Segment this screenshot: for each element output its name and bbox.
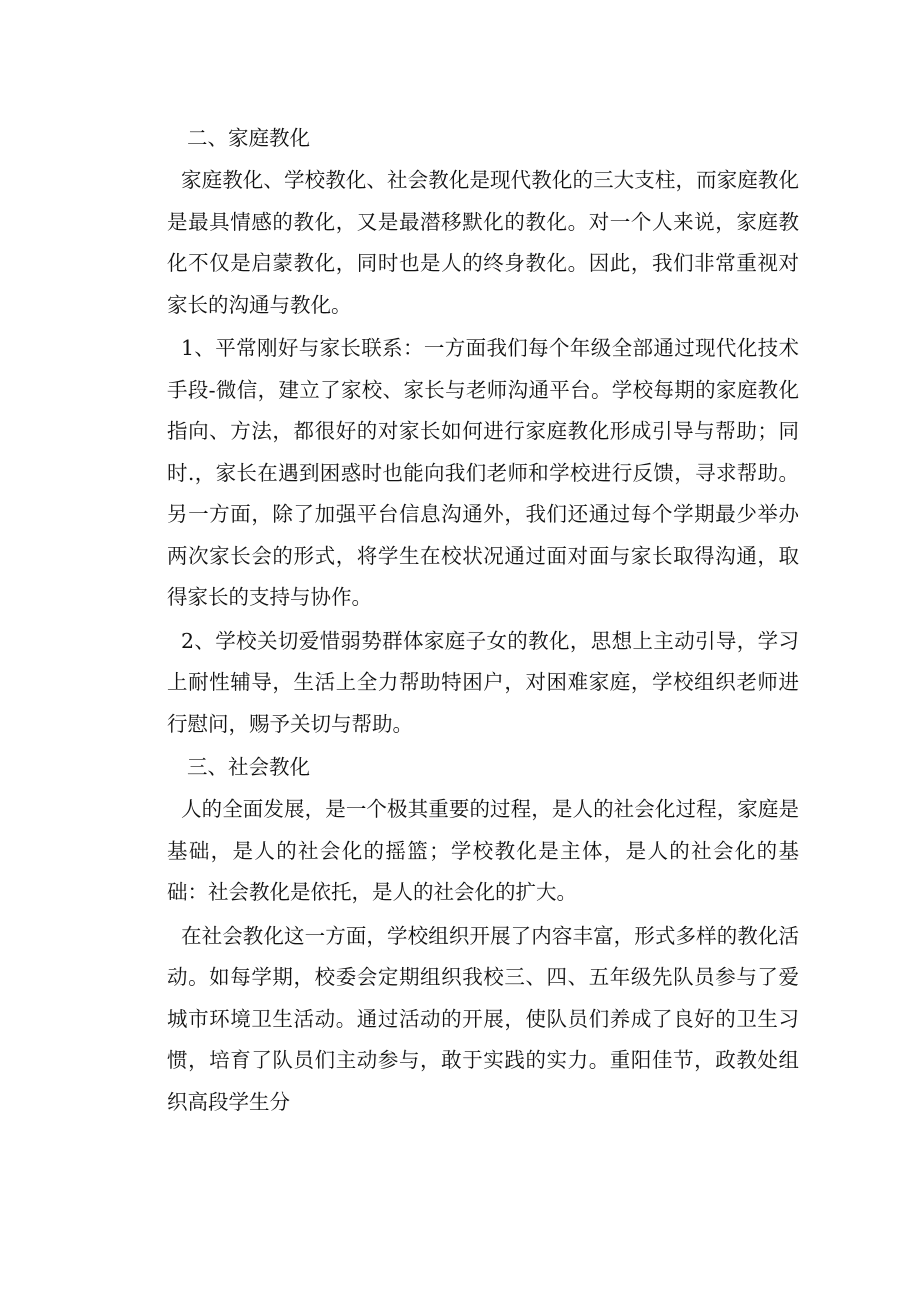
paragraph-social-activities: 在社会教化这一方面，学校组织开展了内容丰富，形式多样的教化活动。如每学期，校委会定期组织我校三、四、五年级先队员参与了爱城市环境卫生活动。通过活动的开展，使队员们养成了良好的卫生习惯，培育了队员们主动参与，敢于实践的实力。重阳佳节，政教处组织高段学生分: [167, 923, 799, 1114]
paragraph-disadvantaged-care: 2、学校关切爱惜弱势群体家庭子女的教化，思想上主动引导，学习上耐性辅导，生活上全力帮助特困户，对困难家庭，学校组织老师进行慰问，赐予关切与帮助。: [167, 628, 799, 736]
paragraph-family-intro: 家庭教化、学校教化、社会教化是现代教化的三大支柱，而家庭教化是最具情感的教化，又是最潜移默化的教化。对一个人来说，家庭教化不仅是启蒙教化，同时也是人的终身教化。因此，我们非常重视对家长的沟通与教化。: [167, 168, 799, 317]
paragraph-social-intro: 人的全面发展，是一个极其重要的过程，是人的社会化过程，家庭是基础，是人的社会化的摇篮；学校教化是主体，是人的社会化的基础：社会教化是依托，是人的社会化的扩大。: [167, 797, 799, 904]
section-heading-family-education: 二、家庭教化: [187, 126, 310, 150]
paragraph-parent-contact: 1、平常刚好与家长联系：一方面我们每个年级全部通过现代化技术手段-微信，建立了家校、家长与老师沟通平台。学校每期的家庭教化指向、方法，都很好的对家长如何进行家庭教化形成引导与帮助；同时.，家长在遇到困惑时也能向我们老师和学校进行反馈，寻求帮助。另一方面，除了加强平台信息沟通外，我们还通过每个学期最少举办两次家长会的形式，将学生在校状况通过面对面与家长取得沟通，取得家长的支持与协作。: [167, 336, 799, 609]
section-heading-social-education: 三、社会教化: [187, 755, 310, 779]
document-body: [167, 118, 799, 1125]
